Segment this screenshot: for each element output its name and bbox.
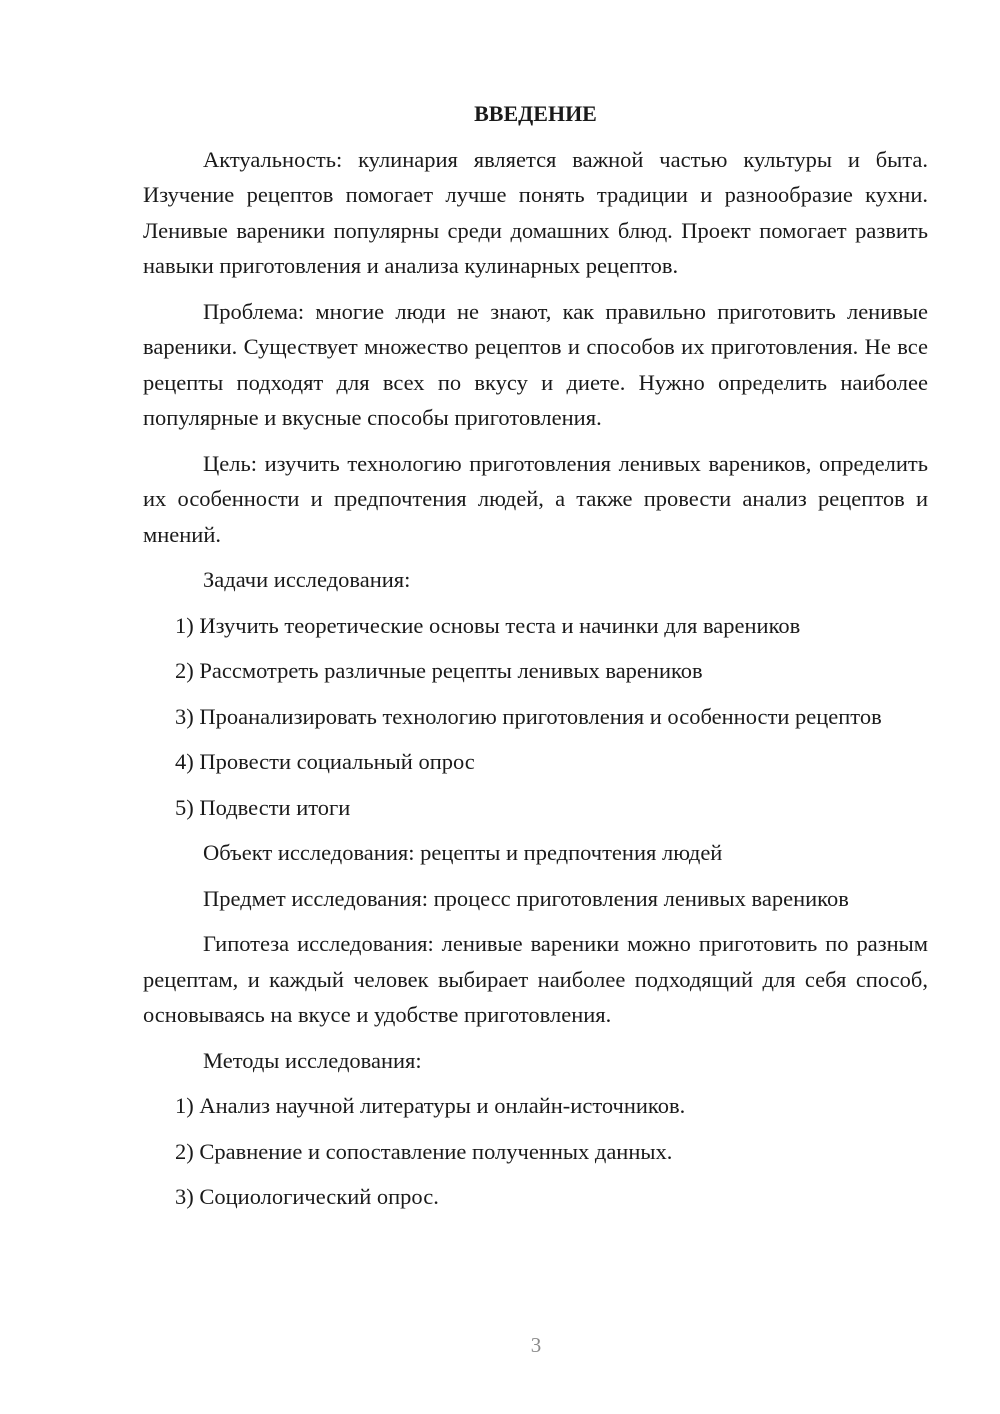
page-number: 3	[530, 1333, 542, 1357]
tasks-label: Задачи исследования:	[203, 567, 411, 592]
task-item: 1) Изучить теоретические основы теста и начинки для вареников	[175, 612, 801, 638]
page-body	[143, 96, 928, 1225]
method-item: 3) Социологический опрос.	[175, 1184, 439, 1209]
task-item: 4) Провести социальный опрос	[175, 749, 475, 774]
relevance-paragraph: Актуальность: кулинария является важной частью культуры и быта. Изучение рецептов помогает лучше понять традиции и разнообразие кухни. Ленивые вареники популярны среди домашних блюд. Проект помогает развить навыки приготовления и анализа кулинарных рецептов.	[143, 146, 928, 278]
task-item: 5) Подвести итоги	[175, 794, 351, 820]
methods-label: Методы исследования:	[203, 1047, 422, 1073]
problem-paragraph: Проблема: многие люди не знают, как правильно приготовить ленивые вареники. Существует множество рецептов и способов их приготовления. Не все рецепты подходят для всех по вкусу и диете. Нужно определить наиболее популярные и вкусные способы приготовления.	[143, 298, 928, 430]
method-item: 2) Сравнение и сопоставление полученных данных.	[175, 1138, 673, 1164]
task-item: 2) Рассмотреть различные рецепты ленивых вареников	[175, 658, 703, 683]
method-item: 1) Анализ научной литературы и онлайн-источников.	[175, 1093, 686, 1118]
goal-paragraph: Цель: изучить технологию приготовления ленивых вареников, определить их особенности и предпочтения людей, а также провести анализ рецептов и мнений.	[143, 450, 928, 547]
section-heading: ВВЕДЕНИЕ	[474, 101, 597, 126]
task-item: 3) Проанализировать технологию приготовления и особенности рецептов	[175, 703, 882, 729]
hypothesis-paragraph: Гипотеза исследования: ленивые вареники можно приготовить по разным рецептам, и каждый человек выбирает наиболее подходящий для себя способ, основываясь на вкусе и удобстве приготовления.	[143, 931, 928, 1027]
research-subject: Предмет исследования: процесс приготовления ленивых вареников	[203, 885, 849, 911]
research-object: Объект исследования: рецепты и предпочтения людей	[203, 840, 723, 865]
